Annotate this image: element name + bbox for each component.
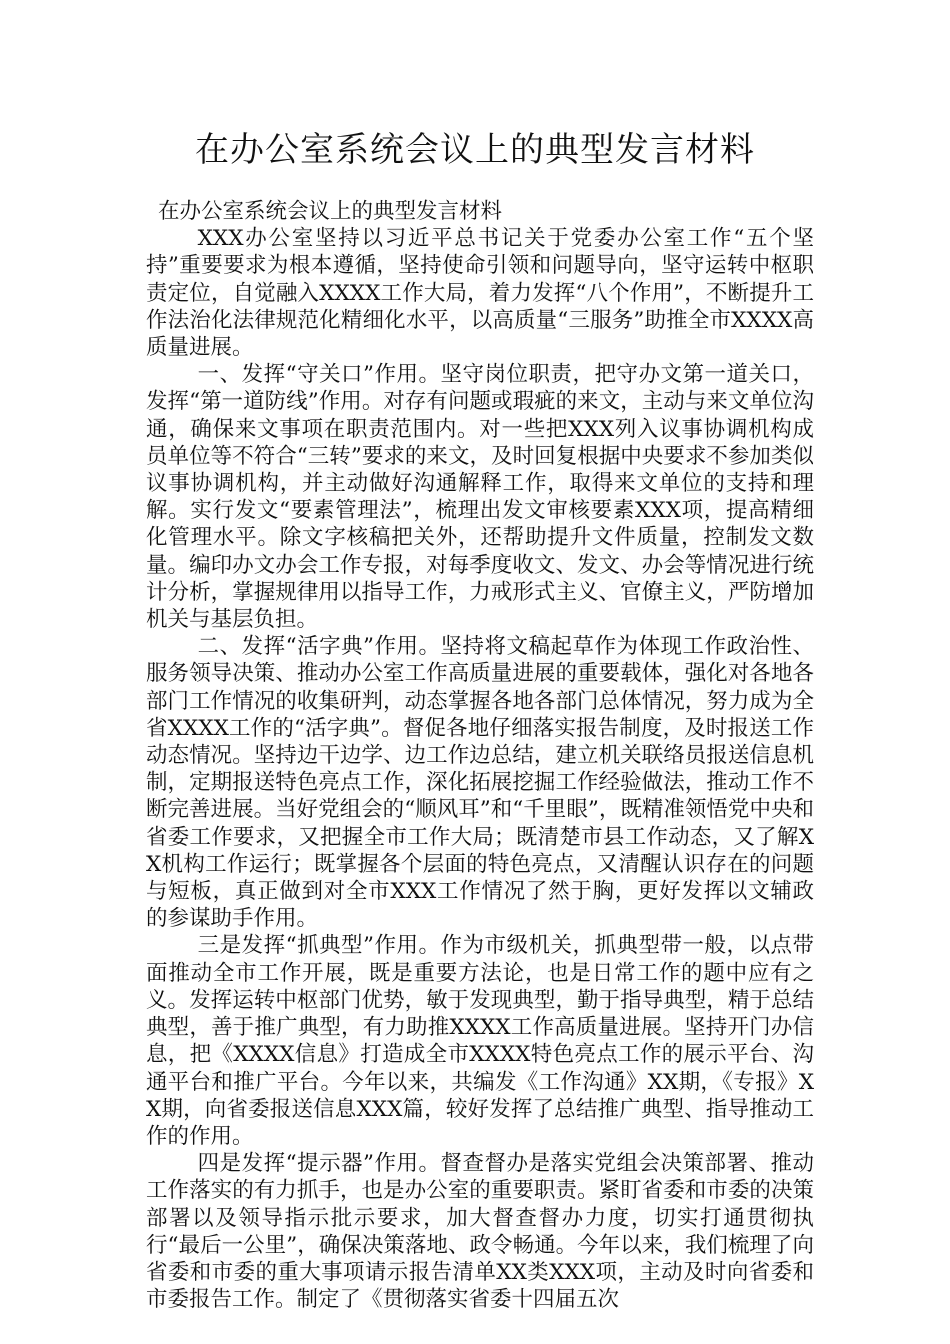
paragraph-section-3: 三是发挥“抓典型”作用。作为市级机关，抓典型带一般，以点带面推动全市工作开展，既是重要方法论，也是日常工作的题中应有之义。发挥运转中枢部门优势，敏于发现典型，勤于指导典型，精于总结典型，善于推广典型，有力助推XXXX工作高质量进展。坚持开门办信息，把《XXXX信息》打造成全市XXXX特色亮点工作的展示平台、沟通平台和推广平台。今年以来，共编发《工作沟通》XX期，《专报》XX期，向省委报送信息XXX篇，较好发挥了总结推广典型、指导推动工作的作用。	[146, 933, 814, 1149]
paragraph-section-2: 二、发挥“活字典”作用。坚持将文稿起草作为体现工作政治性、服务领导决策、推动办公室工作高质量进展的重要载体，强化对各地各部门工作情况的收集研判，动态掌握各地各部门总体情况，努力成为全省XXXX工作的“活字典”。督促各地仔细落实报告制度，及时报送工作动态情况。坚持边干边学、边工作边总结，建立机关联络员报送信息机制，定期报送特色亮点工作，深化拓展挖掘工作经验做法，推动工作不断完善进展。当好党组会的“顺风耳”和“千里眼”，既精准领悟党中央和省委工作要求，又把握全市工作大局；既清楚市县工作动态，又了解XX机构工作运行；既掌握各个层面的特色亮点，又清醒认识存在的问题与短板，真正做到对全市XXX工作情况了然于胸，更好发挥以文辅政的参谋助手作用。	[146, 634, 814, 932]
paragraph-intro: XXX办公室坚持以习近平总书记关于党委办公室工作“五个坚持”重要要求为根本遵循，坚持使命引领和问题导向，坚守运转中枢职责定位，自觉融入XXXX工作大局，着力发挥“八个作用”，不断提升工作法治化法律规范化精细化水平，以高质量“三服务”助推全市XXXX高质量进展。	[146, 226, 814, 361]
document-title: 在办公室系统会议上的典型发言材料	[195, 130, 755, 170]
document-subtitle: 在办公室系统会议上的典型发言材料	[158, 199, 503, 224]
paragraph-section-4: 四是发挥“提示器”作用。督查督办是落实党组会决策部署、推动工作落实的有力抓手，也是办公室的重要职责。紧盯省委和市委的决策部署以及领导指示批示要求，加大督查督办力度，切实打通贯彻执行“最后一公里”，确保决策落地、政令畅通。今年以来，我们梳理了向省委和市委的重大事项请示报告清单XX类XXX项，主动及时向省委和市委报告工作。制定了《贯彻落实省委十四届五次	[146, 1151, 814, 1313]
document-body	[146, 198, 814, 1313]
paragraph-section-1: 一、发挥“守关口”作用。坚守岗位职责，把守办文第一道关口，发挥“第一道防线”作用。对存有问题或瑕疵的来文，主动与来文单位沟通，确保来文事项在职责范围内。对一些把XXX列入议事协调机构成员单位等不符合“三转”要求的来文，及时回复根据中央要求不参加类似议事协调机构，并主动做好沟通解释工作，取得来文单位的支持和理解。实行发文“要素管理法”，梳理出发文审核要素XXX项，提高精细化管理水平。除文字核稿把关外，还帮助提升文件质量，控制发文数量。编印办文办会工作专报，对每季度收文、发文、办会等情况进行统计分析，掌握规律用以指导工作，力戒形式主义、官僚主义，严防增加机关与基层负担。	[146, 362, 814, 633]
